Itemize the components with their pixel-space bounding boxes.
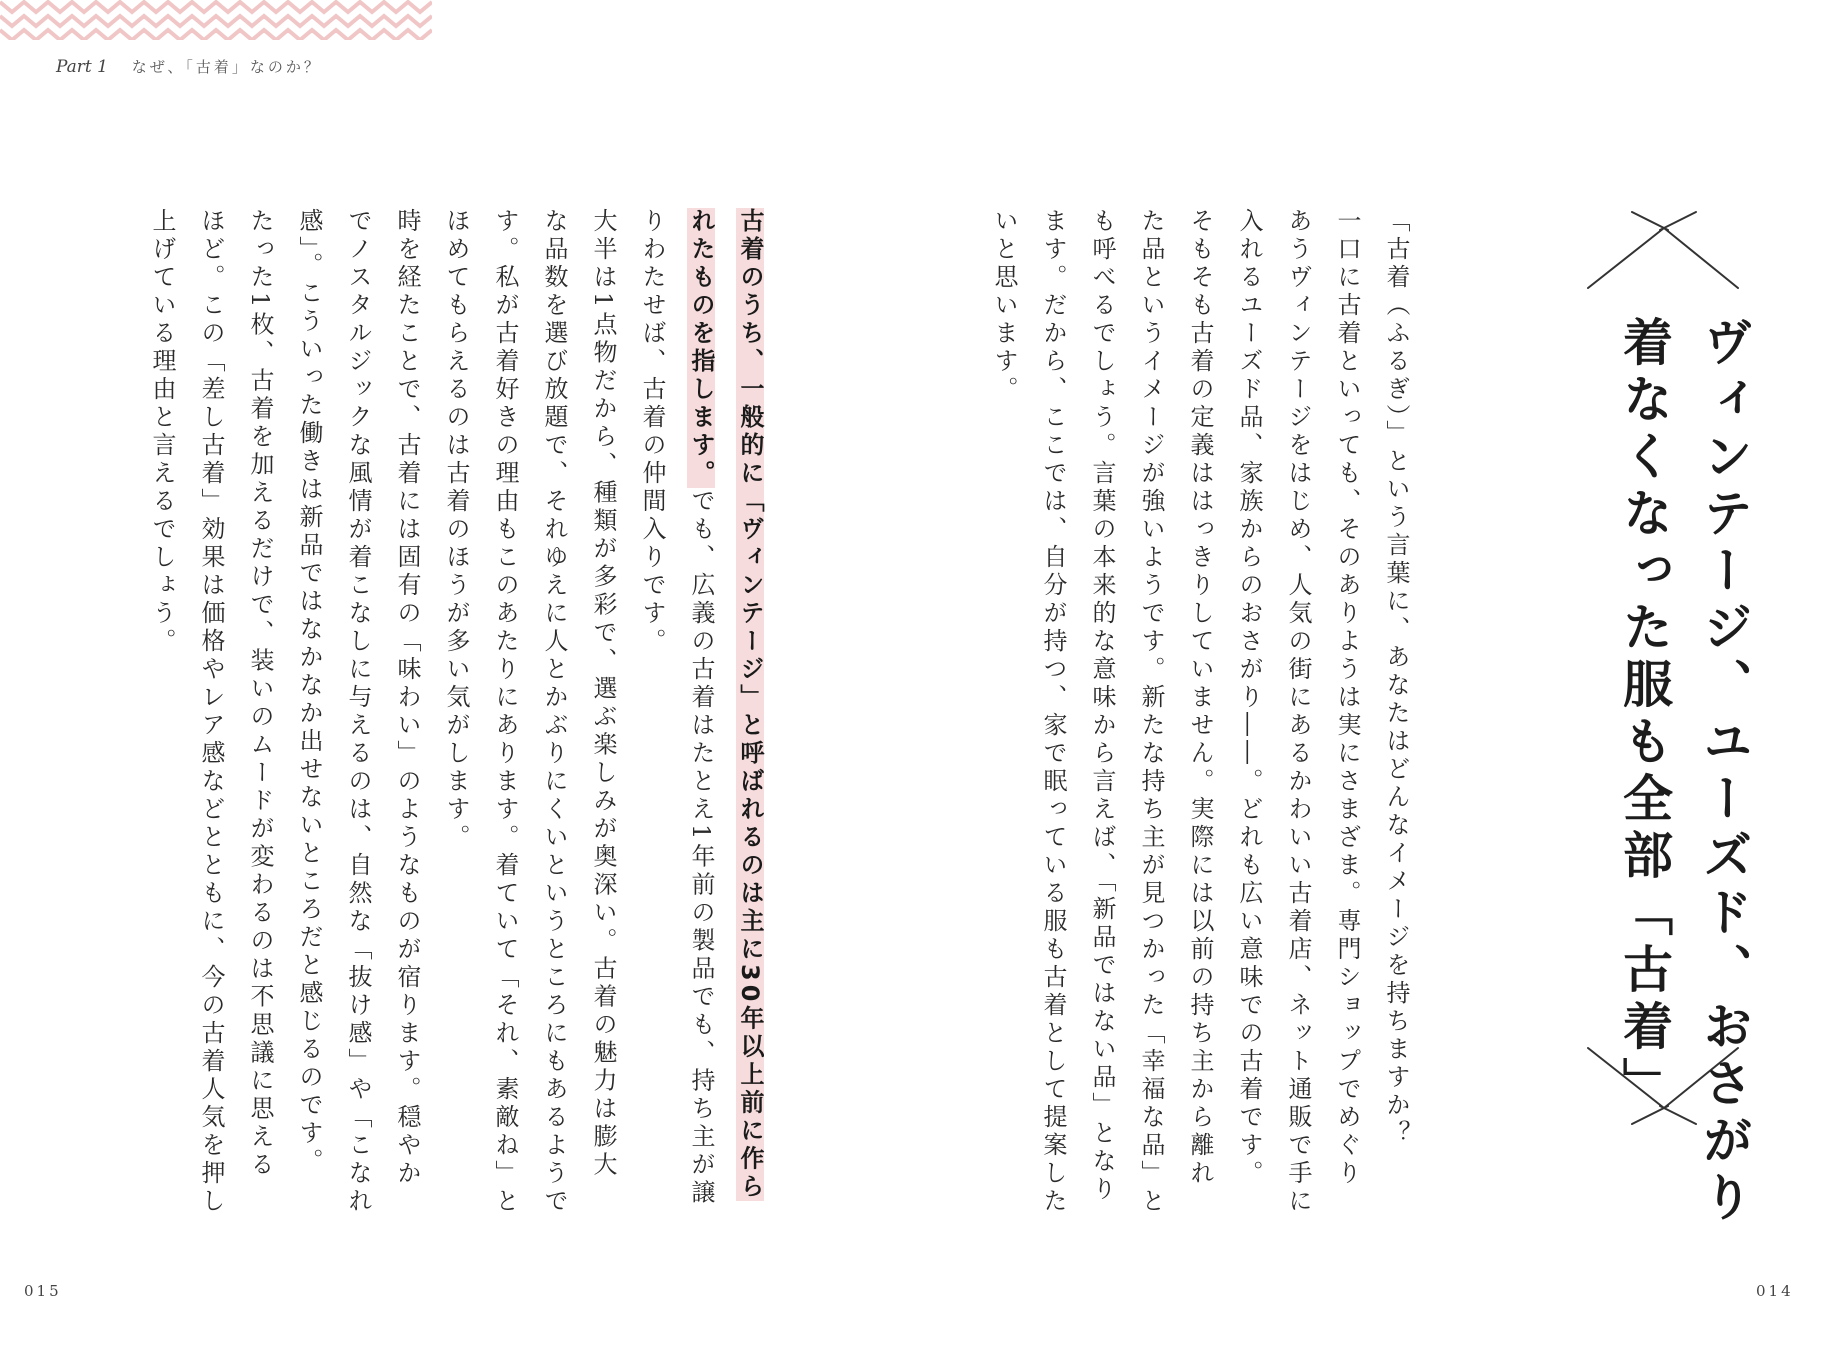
left-page-body <box>118 208 774 1216</box>
text-line: りわたせば、古着の仲間入りです。 <box>638 208 666 656</box>
part-label: Part 1 <box>56 57 108 77</box>
highlighted-text: れたものを指します。 <box>687 208 715 488</box>
text-line: も呼べるでしょう。言葉の本来的な意味から言えば、「新品ではない品」となり <box>1088 208 1116 1204</box>
section-heading <box>1604 316 1764 1228</box>
heading-line-1: ヴィンテージ、ユーズド、おさがり <box>1695 316 1754 1228</box>
text-line: 大半は1点物だから、種類が多彩で、選ぶ楽しみが奥深い。古着の魅力は膨大 <box>589 208 617 1180</box>
right-page-body <box>990 208 1420 1216</box>
highlighted-text: 古着のうち、一般的に「ヴィンテージ」と呼ばれるのは主に30年以上前に作ら <box>736 208 764 1202</box>
page-number-left: 015 <box>24 1282 62 1300</box>
text-line: な品数を選び放題で、それゆえに人とかぶりにくいというところにもあるようで <box>540 208 568 1216</box>
text-line: 一口に古着といっても、そのありようは実にさまざま。専門ショップでめぐり <box>1333 208 1361 1188</box>
text-line: たった1枚、古着を加えるだけで、装いのムードが変わるのは不思議に思える <box>246 208 274 1180</box>
text-line: 感」。こういった働きは新品ではなかなか出せないところだと感じるのです。 <box>295 208 323 1176</box>
text-line <box>676 208 725 1208</box>
text-line: あうヴィンテージをはじめ、人気の街にあるかわいい古着店、ネット通販で手に <box>1284 208 1312 1216</box>
text-line: ます。だから、ここでは、自分が持つ、家で眠っている服も古着として提案した <box>1039 208 1067 1216</box>
text-continuation: でも、広義の古着はたとえ1年前の製品でも、持ち主が譲 <box>687 488 715 1208</box>
text-line <box>725 208 774 1202</box>
text-line: 「古着（ふるぎ）」という言葉に、あなたはどんなイメージを持ちますか？ <box>1382 208 1410 1148</box>
page-number-right: 014 <box>1756 1282 1794 1300</box>
text-line: いと思います。 <box>990 208 1018 404</box>
text-line: 上げている理由と言えるでしょう。 <box>148 208 176 656</box>
text-line: ほめてもらえるのは古着のほうが多い気がします。 <box>442 208 470 852</box>
heading-line-2: 着なくなった服も全部「古着」 <box>1615 316 1674 1114</box>
chapter-title: なぜ、「古着」なのか？ <box>131 58 322 76</box>
text-line: 時を経たことで、古着には固有の「味わい」のようなものが宿ります。穏やか <box>393 208 421 1188</box>
text-line: た品というイメージが強いようです。新たな持ち主が見つかった「幸福な品」と <box>1137 208 1165 1216</box>
text-line: ほど。この「差し古着」効果は価格やレア感などとともに、今の古着人気を押し <box>197 208 225 1216</box>
text-line: でノスタルジックな風情が着こなしに与えるのは、自然な「抜け感」や「こなれ <box>344 208 372 1216</box>
chevron-pattern <box>0 0 432 40</box>
running-head <box>56 56 322 77</box>
text-line: 入れるユーズド品、家族からのおさがり――。どれも広い意味での古着です。 <box>1235 208 1263 1188</box>
text-line: す。私が古着好きの理由もこのあたりにあります。着ていて「それ、素敵ね」と <box>491 208 519 1216</box>
text-line: そもそも古着の定義ははっきりしていません。実際には以前の持ち主から離れ <box>1186 208 1214 1188</box>
